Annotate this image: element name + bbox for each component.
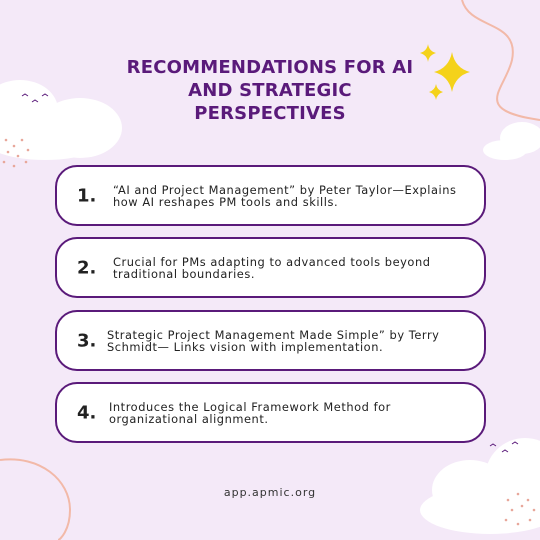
title-line-2: AND STRATEGIC bbox=[188, 80, 352, 101]
sparkle-icon-small-bottom bbox=[429, 84, 443, 100]
title-line-1: RECOMMENDATIONS FOR AI bbox=[126, 57, 414, 78]
item-number: 4. bbox=[77, 402, 97, 423]
cloud-right-top bbox=[483, 122, 540, 160]
sparkle-icon-large bbox=[434, 52, 470, 92]
swirl-line-bottom-left bbox=[0, 459, 70, 540]
item-number: 3. bbox=[77, 330, 97, 351]
item-number: 2. bbox=[77, 257, 97, 278]
recommendation-card-1 bbox=[55, 165, 486, 226]
swirl-line-top-right bbox=[462, 0, 540, 120]
item-text: Strategic Project Management Made Simple” by Terry Schmidt— Links vision with implementation. bbox=[107, 327, 440, 354]
item-text: Crucial for PMs adapting to advanced tools beyond traditional boundaries. bbox=[113, 254, 431, 281]
page-title bbox=[120, 56, 420, 125]
recommendation-card-2 bbox=[55, 237, 486, 298]
recommendation-card-4 bbox=[55, 382, 486, 443]
cloud-left bbox=[0, 80, 122, 160]
footer-url: app.apmic.org bbox=[223, 486, 317, 499]
item-text: “AI and Project Management” by Peter Taylor—Explains how AI reshapes PM tools and skills. bbox=[113, 182, 457, 209]
item-number: 1. bbox=[77, 185, 97, 206]
title-line-3: PERSPECTIVES bbox=[194, 103, 346, 124]
item-text: Introduces the Logical Framework Method for organizational alignment. bbox=[109, 399, 391, 426]
sparkle-icon-small-top bbox=[420, 44, 436, 62]
recommendation-card-3 bbox=[55, 310, 486, 371]
